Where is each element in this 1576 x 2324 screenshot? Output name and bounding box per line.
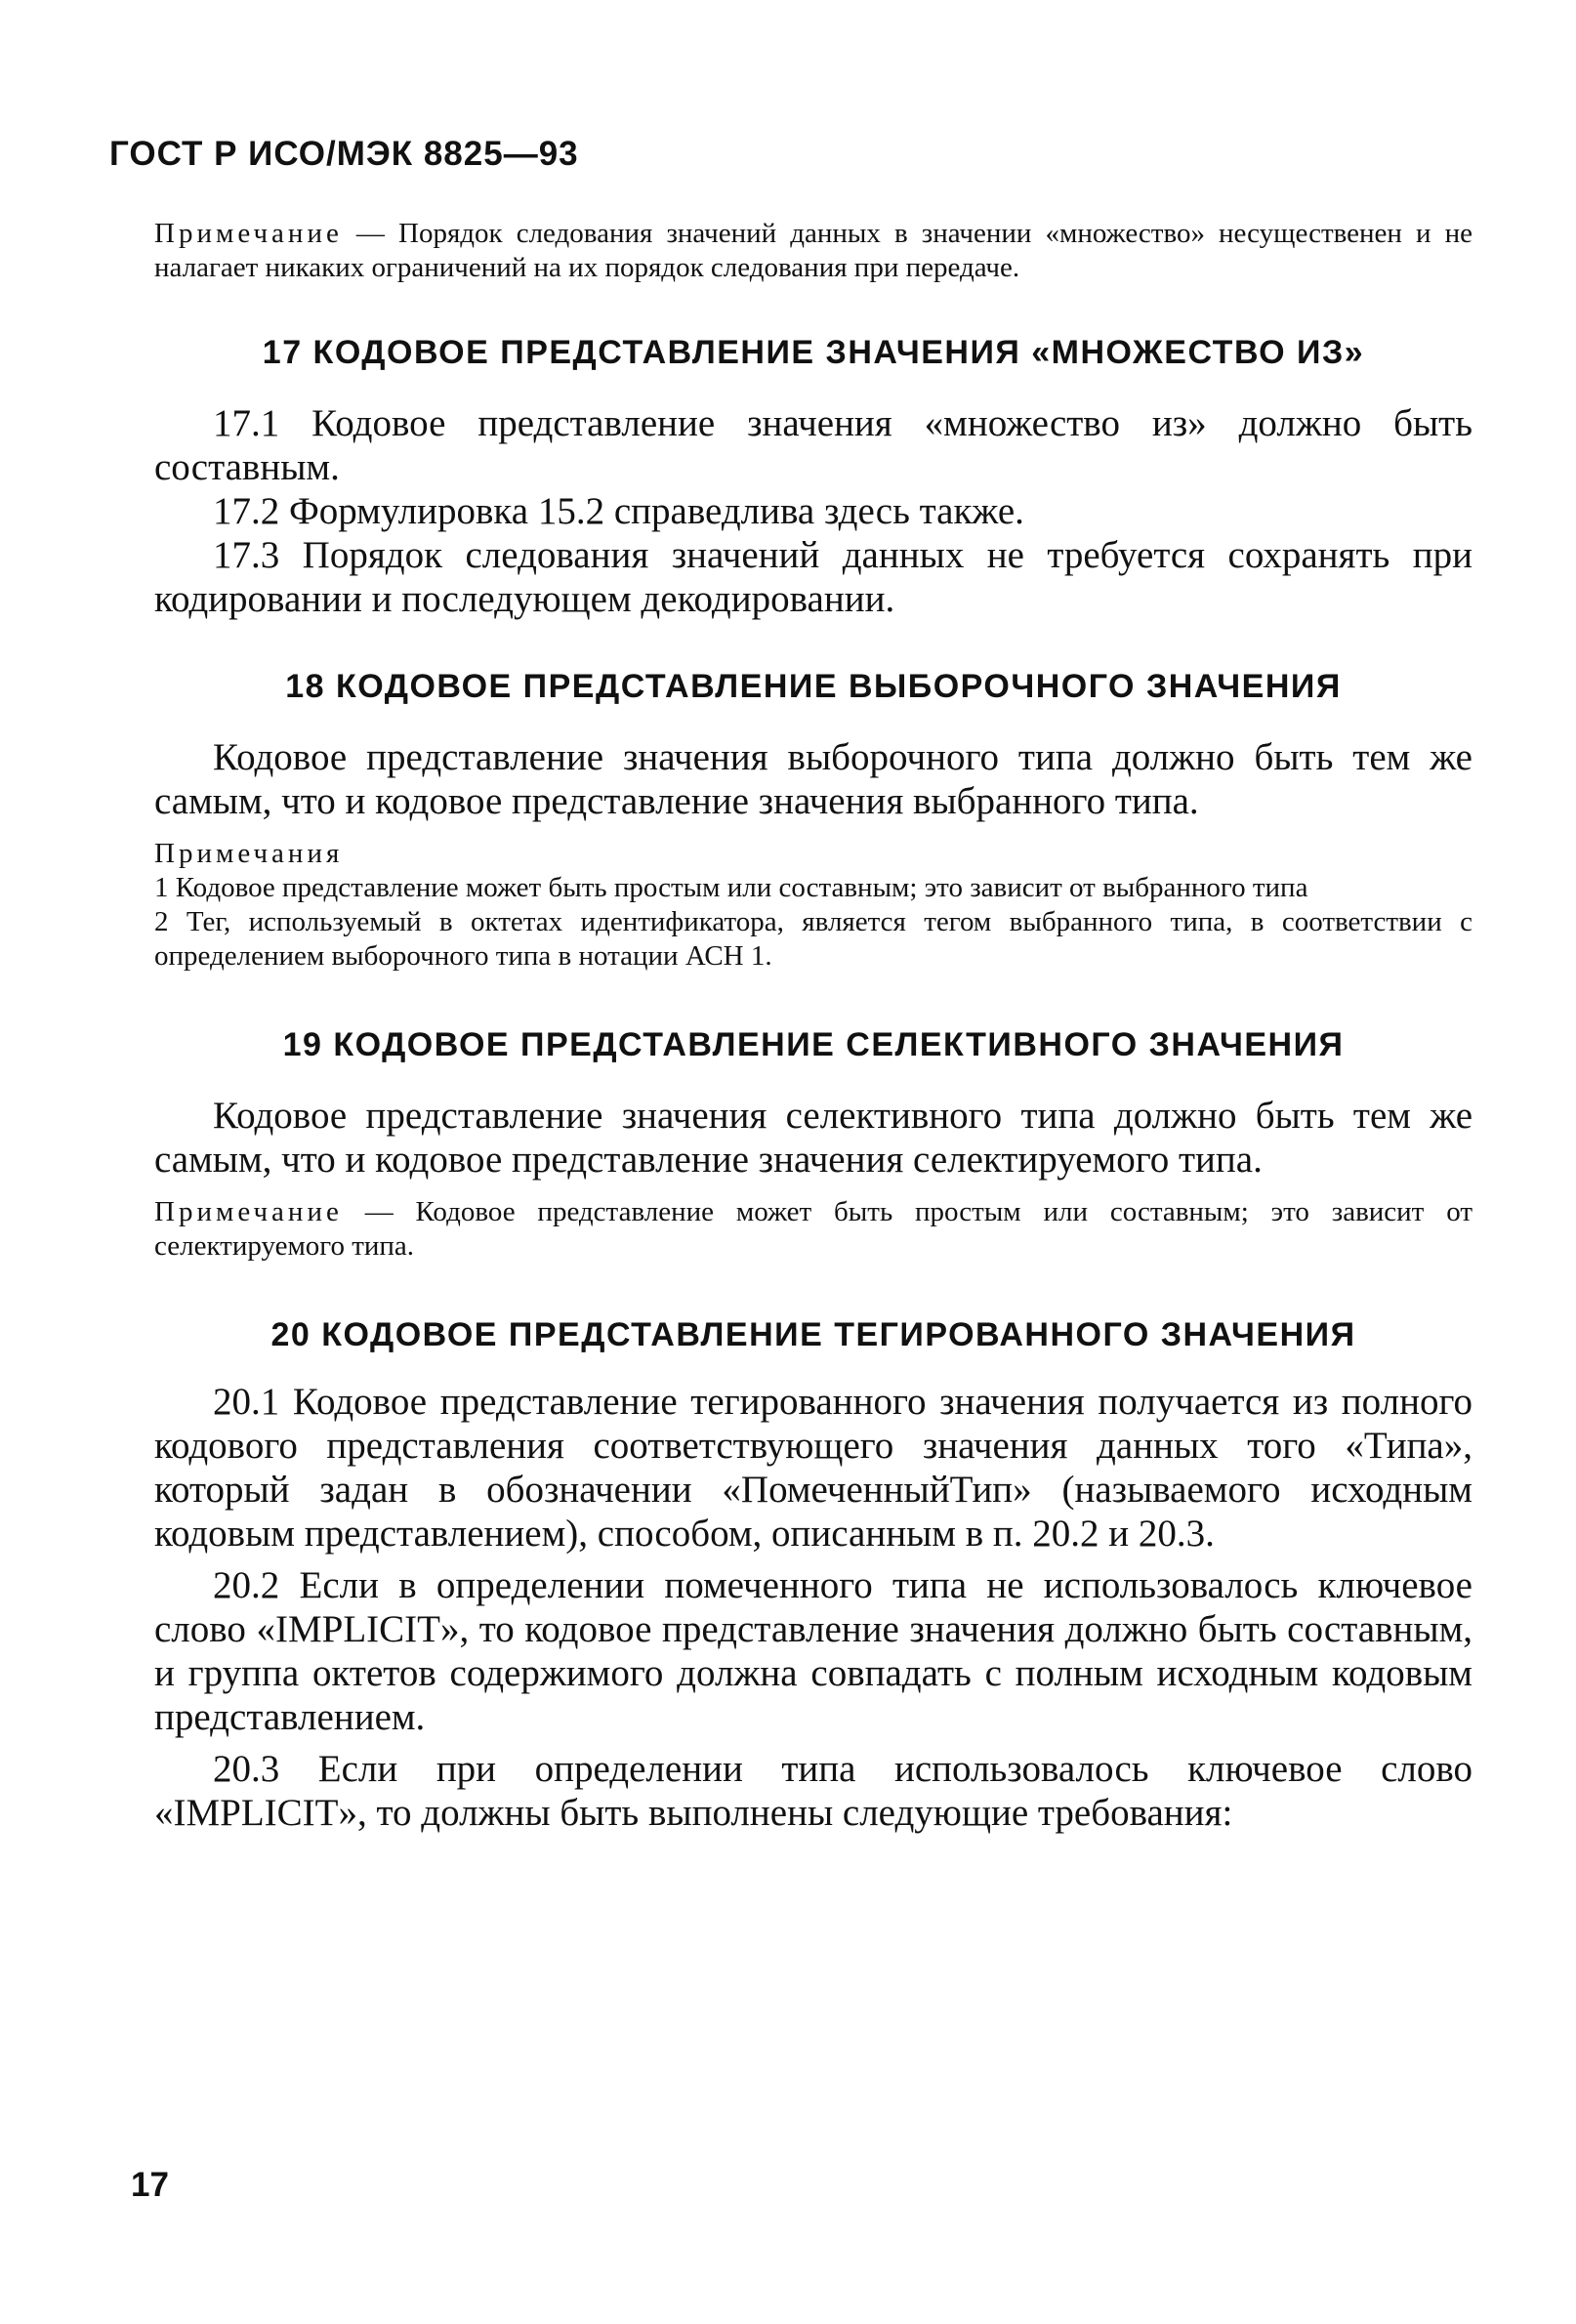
paragraph-20-1: 20.1 Кодовое представление тегированного значения получается из полного кодового представления соответствующего значения данных того «Типа», который задан в обозначении «ПомеченныйТип» (называемого исходным кодовым представлением), способом, описанным в п. 20.2 и 20.3. (154, 1381, 1472, 1555)
section-20-body (154, 1380, 1472, 1835)
document-body (154, 217, 1472, 1835)
section-19-body (154, 1094, 1472, 1264)
note-item-2: 2 Тег, используемый в октетах идентификатора, является тегом выбранного типа, в соответствии с определением выборочного типа в нотации АСН 1. (154, 906, 1472, 972)
section-18-heading: 18 КОДОВОЕ ПРЕДСТАВЛЕНИЕ ВЫБОРОЧНОГО ЗНАЧЕНИЯ (285, 668, 1342, 705)
note-label: Примечание (154, 218, 343, 249)
paragraph-18-1: Кодовое представление значения выборочного типа должно быть тем же самым, что и кодовое представление значения выбранного типа. (154, 736, 1472, 822)
section-17-heading: 17 КОДОВОЕ ПРЕДСТАВЛЕНИЕ ЗНАЧЕНИЯ «МНОЖЕСТВО ИЗ» (262, 334, 1365, 371)
section-18-notes (154, 837, 1472, 974)
page-number: 17 (131, 2166, 169, 2204)
section-20-heading: 20 КОДОВОЕ ПРЕДСТАВЛЕНИЕ ТЕГИРОВАННОГО ЗНАЧЕНИЯ (270, 1316, 1356, 1353)
document-header: ГОСТ Р ИСО/МЭК 8825—93 (109, 135, 579, 173)
paragraph-20-3: 20.3 Если при определении типа использовалось ключевое слово «IMPLICIT», то должны быть выполнены следующие требования: (154, 1748, 1472, 1834)
paragraph-20-2: 20.2 Если в определении помеченного типа не использовалось ключевое слово «IMPLICIT», то кодовое представление значения должно быть составным, и группа октетов содержимого должна совпадать с полным исходным кодовым представлением. (154, 1564, 1472, 1738)
section-19-heading: 19 КОДОВОЕ ПРЕДСТАВЛЕНИЕ СЕЛЕКТИВНОГО ЗНАЧЕНИЯ (282, 1026, 1345, 1063)
note-text: — Кодовое представление может быть простым или составным; это зависит от селектируемого типа. (154, 1196, 1472, 1262)
paragraph-19-1: Кодовое представление значения селективного типа должно быть тем же самым, что и кодовое представление значения селектируемого типа. (154, 1095, 1472, 1181)
section-19-note (154, 1195, 1472, 1264)
note-top (154, 217, 1472, 285)
paragraph-17-3: 17.3 Порядок следования значений данных не требуется сохранять при кодировании и последующем декодировании. (154, 534, 1472, 620)
paragraph-17-2: 17.2 Формулировка 15.2 справедлива здесь также. (213, 490, 1024, 532)
note-item-1: 1 Кодовое представление может быть простым или составным; это зависит от выбранного типа (154, 872, 1308, 903)
paragraph-17-1: 17.1 Кодовое представление значения «множество из» должно быть составным. (154, 402, 1472, 488)
notes-label: Примечания (154, 838, 344, 869)
note-text: — Порядок следования значений данных в значении «множество» несущественен и не налагает никаких ограничений на их порядок следования при передаче. (154, 218, 1472, 283)
note-label: Примечание (154, 1196, 343, 1227)
section-18-body (154, 735, 1472, 974)
section-17-body (154, 401, 1472, 621)
